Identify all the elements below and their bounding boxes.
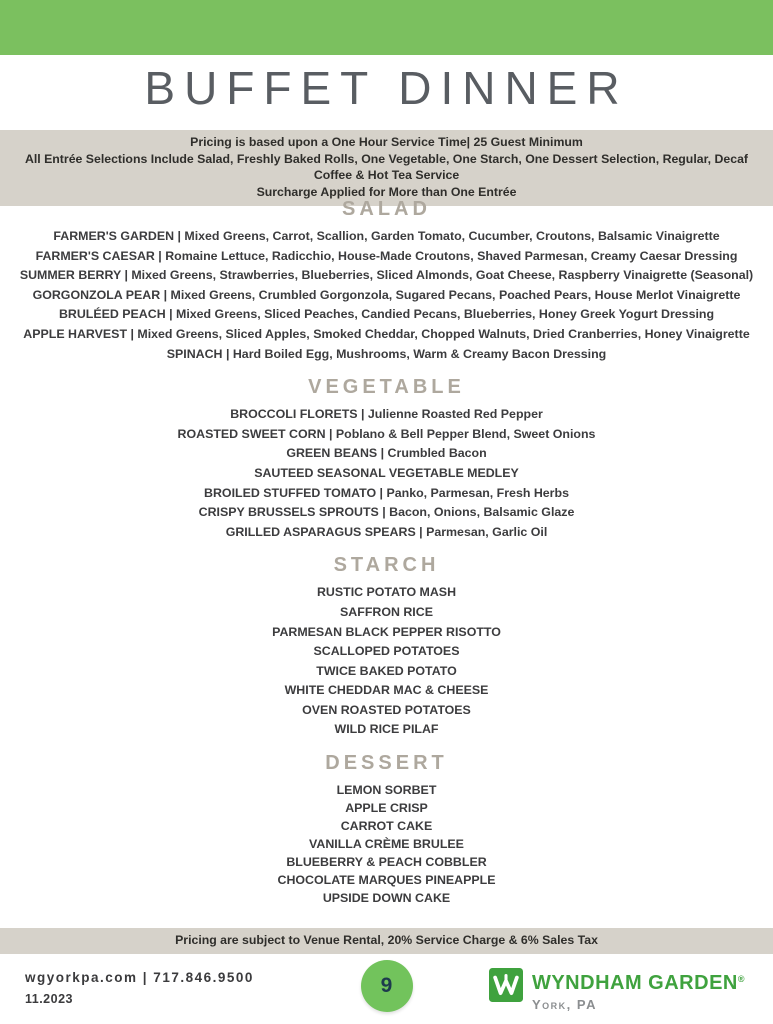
section-heading: VEGETABLE	[308, 376, 465, 399]
menu-item: OVEN ROASTED POTATOES	[302, 702, 471, 717]
menu-item: LEMON SORBET	[336, 783, 437, 798]
menu-item: BRULÉED PEACH | Mixed Greens, Sliced Peaches, Candied Pecans, Blueberries, Honey Greek Yogurt Dressing	[58, 307, 715, 322]
menu-section	[0, 553, 773, 740]
registered-mark: ®	[737, 974, 745, 984]
menu-item: APPLE HARVEST | Mixed Greens, Sliced Apples, Smoked Cheddar, Chopped Walnuts, Dried Cranberries, Honey Vinaigrette	[23, 326, 750, 341]
menu-item: PARMESAN BLACK PEPPER RISOTTO	[272, 624, 501, 639]
menu-item: APPLE CRISP	[345, 801, 428, 816]
menu-item: SCALLOPED POTATOES	[313, 644, 460, 659]
page-number-badge	[361, 960, 413, 1012]
menu-item: GREEN BEANS | Crumbled Bacon	[286, 446, 487, 461]
menu-item: RUSTIC POTATO MASH	[316, 585, 457, 600]
section-heading: STARCH	[333, 554, 440, 577]
wyndham-garden-logo	[489, 968, 745, 1012]
banner-line: All Entrée Selections Include Salad, Freshly Baked Rolls, One Vegetable, One Starch, One Dessert Selection, Regular, Decaf Coffee & Hot Tea Service	[24, 151, 749, 183]
menu-item: FARMER'S GARDEN | Mixed Greens, Carrot, Scallion, Garden Tomato, Cucumber, Croutons, Balsamic Vinaigrette	[53, 229, 720, 243]
menu-item: BROCCOLI FLORETS | Julienne Roasted Red Pepper	[230, 407, 543, 422]
menu-item: SAFFRON RICE	[340, 604, 433, 619]
banner-line: Surcharge Applied for More than One Entrée	[256, 184, 517, 199]
section-heading: SALAD	[342, 198, 431, 220]
menu-section	[0, 197, 773, 364]
menu-item: TWICE BAKED POTATO	[316, 663, 457, 678]
brand-wordmark: WYNDHAM GARDEN	[531, 972, 738, 994]
menu-item: GORGONZOLA PEAR | Mixed Greens, Crumbled Gorgonzola, Sugared Pecans, Poached Pears, House Merlot Vinaigrette	[32, 287, 741, 302]
contact-info: wgyorkpa.com | 717.846.9500	[25, 970, 254, 985]
brand-location: York, PA	[531, 997, 597, 1012]
menu-item: SAUTEED SEASONAL VEGETABLE MEDLEY	[254, 465, 519, 480]
section-items	[0, 405, 773, 542]
menu-section	[0, 375, 773, 542]
menu-item: VANILLA CRÈME BRULEE	[309, 837, 464, 852]
banner-line: Pricing is based upon a One Hour Service Time| 25 Guest Minimum	[190, 135, 583, 149]
menu-item: BLUEBERRY & PEACH COBBLER	[286, 855, 487, 870]
tax-note-banner	[0, 928, 773, 954]
menu-item: FARMER'S CAESAR | Romaine Lettuce, Radicchio, House-Made Croutons, Shaved Parmesan, Creamy Caesar Dressing	[35, 248, 738, 263]
menu-item: UPSIDE DOWN CAKE	[322, 891, 451, 906]
tax-note: Pricing are subject to Venue Rental, 20% Service Charge & 6% Sales Tax	[175, 933, 598, 947]
section-heading: DESSERT	[325, 752, 448, 775]
menu-section	[0, 751, 773, 907]
menu-item: BROILED STUFFED TOMATO | Panko, Parmesan, Fresh Herbs	[204, 485, 569, 500]
menu-item: WHITE CHEDDAR MAC & CHEESE	[284, 683, 489, 698]
section-items	[0, 227, 773, 364]
menu-item: SUMMER BERRY | Mixed Greens, Strawberries, Blueberries, Sliced Almonds, Goat Cheese, Raspberry Vinaigrette (Seasonal)	[19, 268, 754, 283]
page-number: 9	[380, 974, 393, 997]
menu-item: CARROT CAKE	[340, 819, 433, 834]
menu-item: CRISPY BRUSSELS SPROUTS | Bacon, Onions, Balsamic Glaze	[198, 505, 575, 520]
logo-text	[532, 968, 745, 1012]
top-accent-bar	[0, 0, 773, 55]
section-items	[0, 583, 773, 740]
page-title: BUFFET DINNER	[144, 62, 629, 114]
menu-item: WILD RICE PILAF	[334, 722, 439, 737]
section-items	[0, 781, 773, 907]
brand-name	[532, 968, 745, 994]
menu-item: ROASTED SWEET CORN | Poblano & Bell Pepper Blend, Sweet Onions	[177, 426, 596, 441]
contact-block	[25, 970, 254, 1006]
menu-sections	[0, 186, 773, 907]
footer	[0, 958, 773, 1020]
wyndham-w-leaf-icon	[489, 968, 523, 1002]
version-date: 11.2023	[25, 992, 73, 1006]
menu-item: GRILLED ASPARAGUS SPEARS | Parmesan, Garlic Oil	[225, 524, 548, 539]
menu-item: CHOCOLATE MARQUES PINEAPPLE	[277, 873, 496, 888]
menu-item: SPINACH | Hard Boiled Egg, Mushrooms, Warm & Creamy Bacon Dressing	[166, 346, 607, 361]
